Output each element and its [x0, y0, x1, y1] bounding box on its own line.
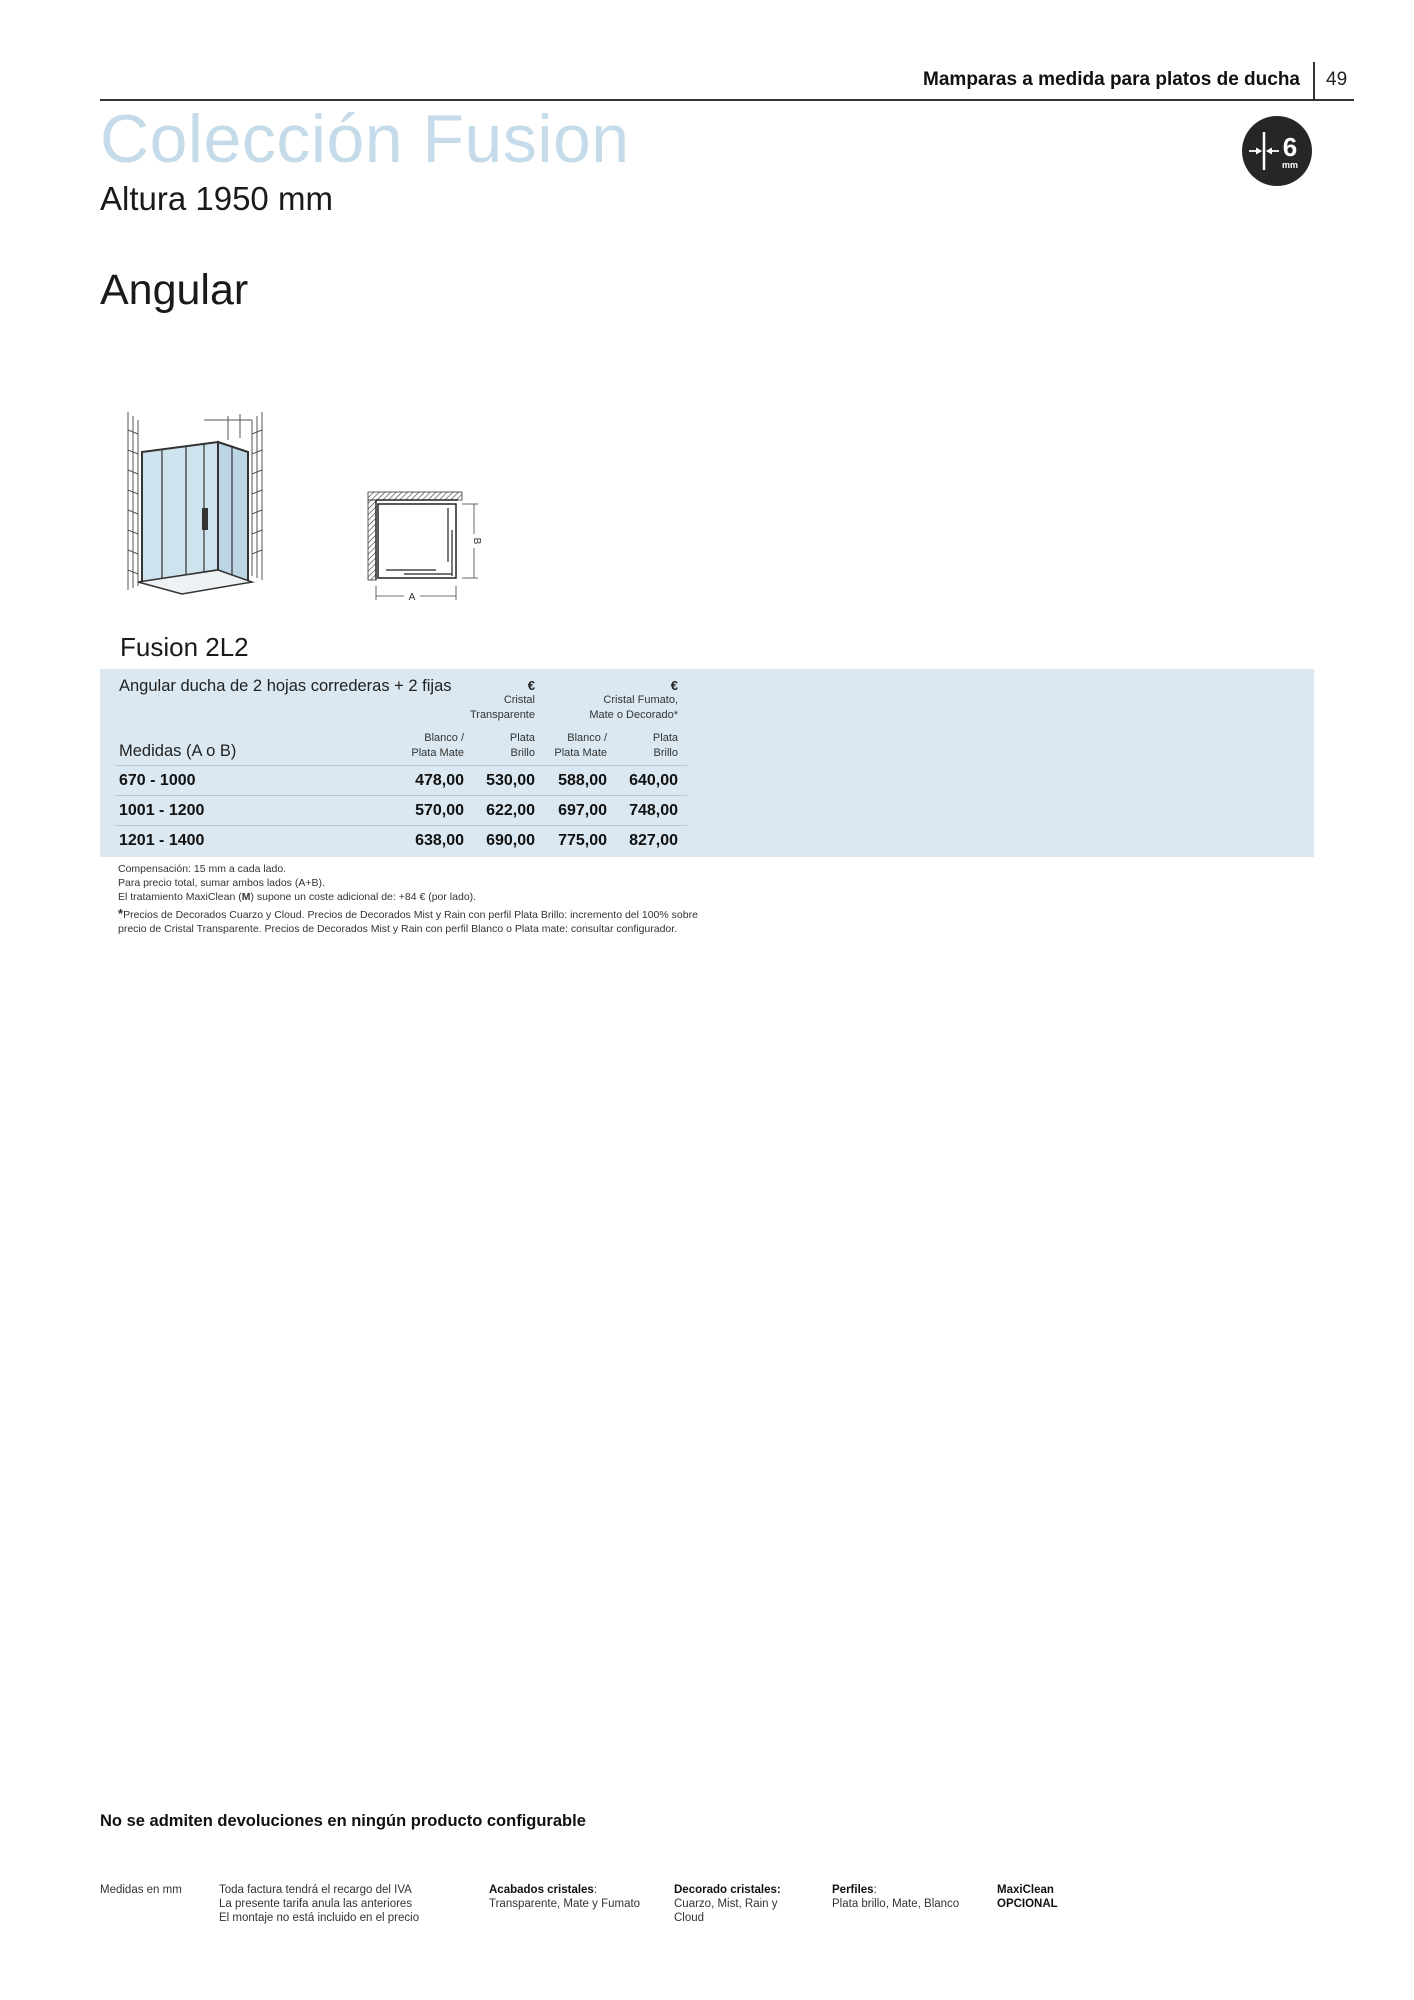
footer-decorado-value: Cloud — [674, 1912, 705, 1924]
note-maxiclean — [118, 890, 698, 904]
footer-perfiles-title: Perfiles — [832, 1884, 874, 1896]
footer-acabados-title: Acabados cristales — [489, 1884, 594, 1896]
collection-title: Colección Fusion — [100, 101, 630, 177]
row-divider — [115, 795, 687, 796]
section-title: Angular — [100, 266, 249, 314]
price-cell: 530,00 — [486, 772, 535, 789]
note-compensation: Compensación: 15 mm a cada lado. — [118, 863, 287, 875]
subcolumn-3-line2: Plata Mate — [554, 747, 607, 759]
height-subtitle: Altura 1950 mm — [100, 180, 333, 217]
note-total: Para precio total, sumar ambos lados (A+B). — [118, 877, 325, 889]
price-notes — [118, 862, 698, 936]
subcolumn-4-line1: Plata — [652, 732, 678, 744]
note-maxiclean-text: El tratamiento MaxiClean ( — [118, 891, 242, 903]
footer-legal — [219, 1883, 419, 1925]
price-cell: 570,00 — [415, 802, 464, 819]
group-currency-transparente: € — [527, 678, 535, 693]
row-divider — [115, 765, 687, 766]
footer-legal-line: La presente tarifa anula las anteriores — [219, 1898, 413, 1910]
footer-legal-line: El montaje no está incluido en el precio — [219, 1912, 420, 1924]
table-row-range: 670 - 1000 — [119, 772, 196, 789]
product-name: Fusion 2L2 — [120, 632, 249, 662]
footer-maxiclean-value: OPCIONAL — [997, 1898, 1058, 1910]
price-cell: 697,00 — [558, 802, 607, 819]
price-cell: 775,00 — [558, 832, 607, 849]
subcolumn-2-line2: Brillo — [510, 747, 535, 759]
footer-measures — [100, 1883, 182, 1897]
subcolumn-4-line2: Brillo — [653, 747, 678, 759]
row-divider — [115, 825, 687, 826]
table-description: Angular ducha de 2 hojas correderas + 2 fijas — [119, 677, 452, 695]
maxiclean-code: M — [241, 891, 251, 903]
glass-thickness-icon — [1242, 116, 1312, 186]
price-cell: 478,00 — [415, 772, 464, 789]
price-cell: 827,00 — [629, 832, 678, 849]
footer-acabados-value: Transparente, Mate y Fumato — [489, 1898, 641, 1910]
dimension-b-label: B — [471, 537, 482, 545]
footer-perfiles: Perfiles: Plata brillo, Mate, Blanco — [832, 1884, 960, 1910]
subcolumn-2-line1: Plata — [509, 732, 535, 744]
badge-unit: mm — [1281, 160, 1299, 170]
group-label-decorado-1: Cristal Fumato, — [603, 694, 678, 706]
note-decorados-text: Precios de Decorados Cuarzo y Cloud. Precios de Decorados Mist y Rain con perfil Plata Brillo: incremento del 100% sobre precio de Cristal Transparente. Precios de Decorados Mist y Rain con perfil Blanco o Plata mate: consultar configurador. — [118, 909, 698, 935]
group-label-decorado-2: Mate o Decorado* — [589, 709, 678, 721]
group-label-transparente-2: Transparente — [469, 709, 535, 721]
footer-decorado-title: Decorado cristales: — [674, 1884, 781, 1896]
price-cell: 588,00 — [558, 772, 607, 789]
footer-measures-text: Medidas en mm — [100, 1884, 182, 1896]
running-header-title: Mamparas a medida para platos de ducha — [923, 69, 1300, 90]
no-returns-notice: No se admiten devoluciones en ningún producto configurable — [100, 1812, 586, 1830]
price-cell: 748,00 — [629, 802, 678, 819]
footer-legal-line: Toda factura tendrá el recargo del IVA — [219, 1884, 412, 1896]
measures-label: Medidas (A o B) — [119, 742, 237, 760]
footer-perfiles-value: Plata brillo, Mate, Blanco — [832, 1898, 960, 1910]
plan-view-diagram — [364, 490, 484, 612]
price-cell: 638,00 — [415, 832, 464, 849]
footer-maxiclean-title: MaxiClean — [997, 1884, 1054, 1896]
subcolumn-1-line1: Blanco / — [424, 732, 464, 744]
group-label-transparente-1: Cristal — [503, 694, 535, 706]
header-separator — [1313, 62, 1315, 100]
footer-decorado-value: Cuarzo, Mist, Rain y — [674, 1898, 778, 1910]
footer-decorado — [674, 1883, 781, 1925]
table-row-range: 1201 - 1400 — [119, 832, 205, 849]
subcolumn-1-line2: Plata Mate — [411, 747, 464, 759]
group-currency-decorado: € — [670, 678, 678, 693]
table-row-range: 1001 - 1200 — [119, 802, 205, 819]
note-maxiclean-cost: ) supone un coste adicional de: +84 € (por lado). — [250, 891, 477, 903]
price-cell: 622,00 — [486, 802, 535, 819]
footer-acabados: Acabados cristales: Transparente, Mate y Fumato — [489, 1884, 641, 1910]
asterisk-mark: * — [118, 906, 124, 921]
price-cell: 640,00 — [629, 772, 678, 789]
footer-maxiclean — [997, 1883, 1058, 1911]
price-cell: 690,00 — [486, 832, 535, 849]
dimension-a-label: A — [408, 592, 416, 603]
page-number: 49 — [1326, 69, 1348, 90]
price-table — [100, 669, 1314, 857]
subcolumn-3-line1: Blanco / — [567, 732, 607, 744]
note-decorados — [118, 907, 698, 936]
shower-enclosure-illustration — [124, 410, 266, 600]
badge-value: 6 — [1282, 132, 1298, 162]
